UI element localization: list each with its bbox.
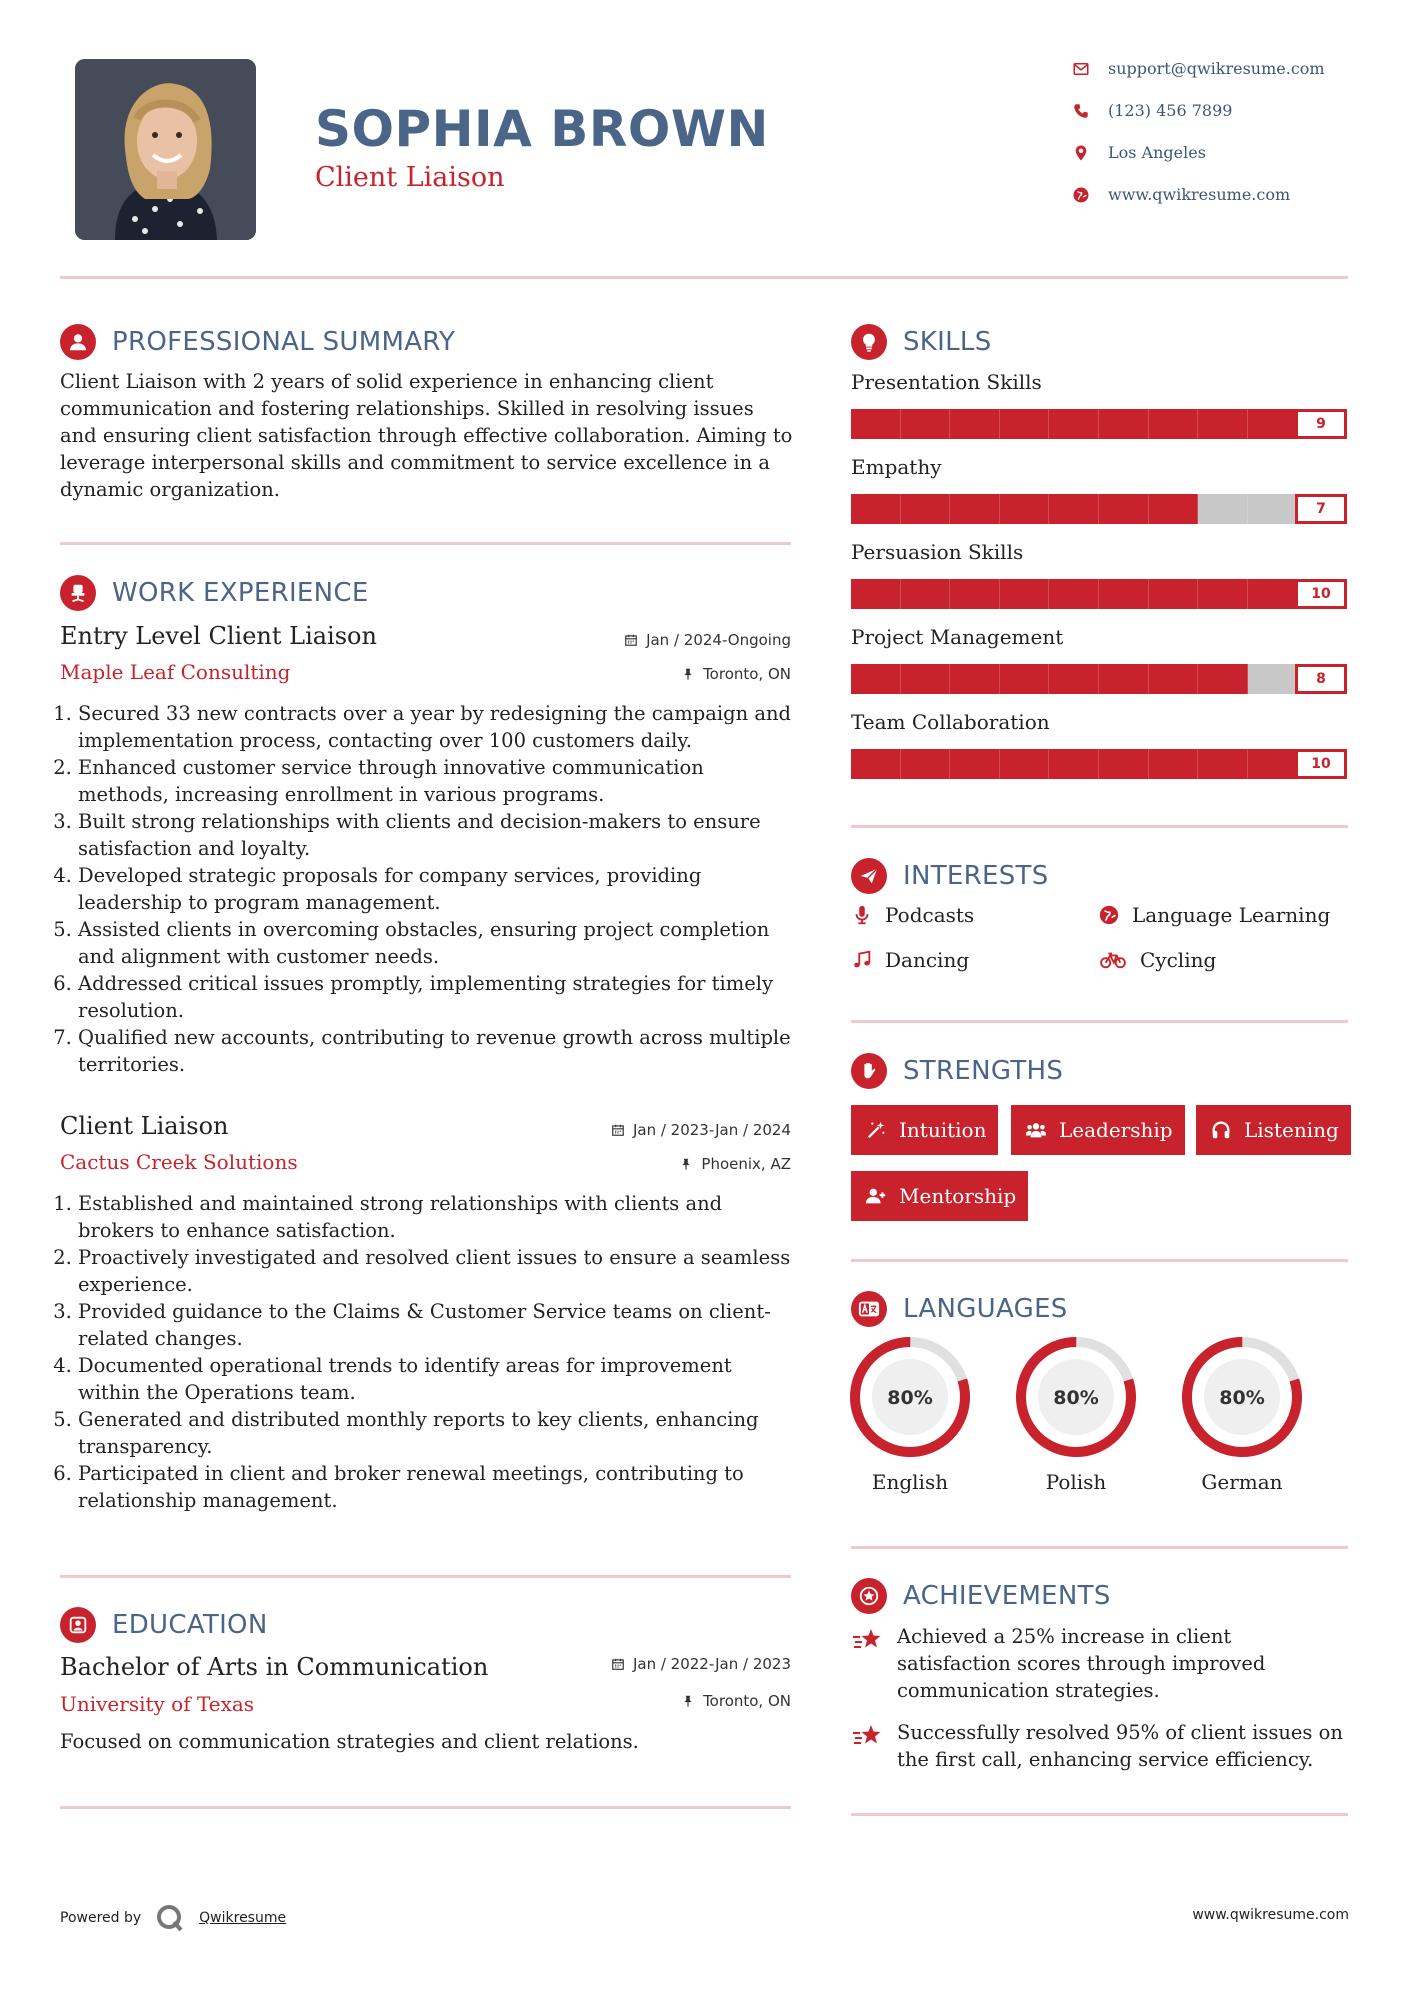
candidate-role: Client Liaison — [315, 162, 505, 193]
list-item: 2. Proactively investigated and resolved client issues to ensure a seamless experience. — [78, 1244, 800, 1298]
strength-label: Intuition — [899, 1118, 987, 1142]
footer-url[interactable]: www.qwikresume.com — [1192, 1907, 1349, 1923]
job-location-text: Toronto, ON — [703, 665, 791, 683]
globe-icon — [1072, 186, 1090, 204]
strength-chip — [1011, 1105, 1185, 1155]
summary-divider — [60, 542, 791, 545]
list-item: 4. Documented operational trends to identify areas for improvement within the Operations team. — [78, 1352, 800, 1406]
language-name: English — [871, 1470, 949, 1494]
education-heading — [60, 1607, 268, 1643]
languages-divider — [851, 1546, 1348, 1549]
powered-by-text: Powered by — [60, 1910, 142, 1926]
user-plus-icon — [865, 1185, 887, 1207]
strength-chip — [851, 1105, 998, 1155]
job-location-text: Phoenix, AZ — [701, 1155, 791, 1173]
website-text: www.qwikresume.com — [1108, 185, 1291, 204]
interests-heading — [851, 858, 1049, 894]
achievements-title: ACHIEVEMENTS — [903, 1581, 1111, 1611]
graduate-icon — [60, 1607, 96, 1643]
contact-website[interactable] — [1072, 185, 1290, 204]
skill-score-badge: 10 — [1295, 749, 1347, 779]
language-progress-ring — [849, 1336, 971, 1458]
skills-title: SKILLS — [903, 327, 992, 357]
microphone-icon — [851, 904, 873, 926]
strength-label: Mentorship — [899, 1184, 1017, 1208]
skill-score-badge: 9 — [1295, 409, 1347, 439]
list-item: 6. Participated in client and broker renewal meetings, contributing to relationship management. — [78, 1460, 800, 1514]
skill-bar — [851, 409, 1347, 439]
strengths-heading — [851, 1053, 1063, 1089]
email-text: support@qwikresume.com — [1108, 59, 1325, 78]
raised-fist-icon — [851, 1053, 887, 1089]
bicycle-icon — [1098, 949, 1128, 971]
skill-bar — [851, 664, 1347, 694]
job-date — [611, 1121, 791, 1139]
achievements-heading — [851, 1578, 1111, 1614]
education-title: EDUCATION — [112, 1610, 268, 1640]
star-badge-icon — [851, 1578, 887, 1614]
education-description: Focused on communication strategies and client relations. — [60, 1730, 639, 1753]
user-icon — [60, 324, 96, 360]
interests-divider — [851, 1020, 1348, 1023]
skill-label: Empathy — [851, 455, 942, 479]
map-pin-icon — [1072, 144, 1090, 162]
list-item: 1. Established and maintained strong relationships with clients and brokers to enhance satisfaction. — [78, 1190, 800, 1244]
globe-icon — [1098, 904, 1120, 926]
summary-title: PROFESSIONAL SUMMARY — [112, 327, 456, 357]
job-date-text: Jan / 2023-Jan / 2024 — [632, 1121, 791, 1139]
interest-item — [1098, 948, 1216, 972]
language-item — [1015, 1336, 1156, 1494]
pushpin-icon — [681, 1694, 695, 1708]
header-divider — [60, 276, 1348, 279]
list-item: 7. Qualified new accounts, contributing to revenue growth across multiple territories. — [78, 1024, 800, 1078]
pushpin-icon — [679, 1157, 693, 1171]
language-item — [849, 1336, 990, 1494]
achievement-text: Achieved a 25% increase in client satisfaction scores through improved communication strategies. — [897, 1625, 1266, 1702]
interest-item — [851, 948, 969, 972]
phone-text: (123) 456 7899 — [1108, 101, 1233, 120]
interest-label: Dancing — [885, 948, 970, 972]
calendar-icon — [611, 1657, 625, 1671]
skill-bar — [851, 749, 1347, 779]
language-percent: 80% — [887, 1387, 933, 1409]
list-item: 2. Enhanced customer service through innovative communication methods, increasing enrollment in various programs. — [78, 754, 800, 808]
strengths-title: STRENGTHS — [903, 1056, 1064, 1086]
list-item: 6. Addressed critical issues promptly, implementing strategies for timely resolution. — [78, 970, 800, 1024]
list-item: 3. Provided guidance to the Claims & Customer Service teams on client-related changes. — [78, 1298, 800, 1352]
interest-item — [851, 903, 974, 927]
list-item: 4. Developed strategic proposals for company services, providing leadership to program management. — [78, 862, 800, 916]
job-location — [679, 1155, 791, 1173]
education-school: University of Texas — [60, 1692, 255, 1716]
language-name: Polish — [1045, 1470, 1107, 1494]
achievement-text: Successfully resolved 95% of client issues on the first call, enhancing service efficiency. — [897, 1721, 1343, 1771]
job-title: Entry Level Client Liaison — [60, 622, 377, 650]
contact-location — [1072, 143, 1206, 162]
paper-plane-icon — [851, 858, 887, 894]
strength-label: Leadership — [1059, 1118, 1173, 1142]
education-divider — [60, 1806, 791, 1809]
language-name: German — [1201, 1470, 1283, 1494]
skill-label: Project Management — [851, 625, 1064, 649]
skill-label: Presentation Skills — [851, 370, 1042, 394]
education-location — [681, 1692, 791, 1710]
magic-wand-icon — [865, 1119, 887, 1141]
strengths-divider — [851, 1259, 1348, 1262]
shooting-star-icon — [851, 1625, 885, 1655]
strength-label: Listening — [1244, 1118, 1339, 1142]
footer-powered-by — [60, 1903, 286, 1933]
job-location — [681, 665, 791, 683]
pushpin-icon — [681, 667, 695, 681]
skill-score-badge: 10 — [1295, 579, 1347, 609]
interest-label: Language Learning — [1132, 903, 1331, 927]
office-chair-icon — [60, 575, 96, 611]
job-company: Cactus Creek Solutions — [60, 1150, 298, 1174]
experience-title: WORK EXPERIENCE — [112, 578, 369, 608]
achievement-item — [851, 1719, 1348, 1773]
lightbulb-icon — [851, 324, 887, 360]
list-item: 1. Secured 33 new contracts over a year by redesigning the campaign and implementation process, contacting over 100 customers daily. — [78, 700, 800, 754]
summary-heading — [60, 324, 455, 360]
users-icon — [1025, 1119, 1047, 1141]
education-location-text: Toronto, ON — [703, 1692, 791, 1710]
brand-link[interactable]: Qwikresume — [199, 1910, 287, 1926]
achievement-item — [851, 1623, 1348, 1704]
location-text: Los Angeles — [1108, 143, 1206, 162]
phone-icon — [1072, 102, 1090, 120]
education-degree: Bachelor of Arts in Communication — [60, 1653, 489, 1681]
list-item: 5. Assisted clients in overcoming obstacles, ensuring project completion and alignment with customer needs. — [78, 916, 800, 970]
job-date — [624, 631, 791, 649]
strength-chip — [1196, 1105, 1351, 1155]
candidate-name: SOPHIA BROWN — [315, 100, 769, 158]
education-date-text: Jan / 2022-Jan / 2023 — [632, 1655, 791, 1673]
experience-heading — [60, 575, 369, 611]
job-responsibilities — [60, 700, 800, 1078]
skill-score-badge: 7 — [1295, 494, 1347, 524]
language-item — [1181, 1336, 1322, 1494]
skill-bar — [851, 579, 1347, 609]
interest-label: Podcasts — [885, 903, 975, 927]
strength-chip — [851, 1171, 1028, 1221]
achievements-divider — [851, 1813, 1348, 1816]
headphones-icon — [1210, 1119, 1232, 1141]
contact-phone[interactable] — [1072, 101, 1232, 120]
contact-email[interactable] — [1072, 59, 1325, 78]
list-item: 5. Generated and distributed monthly reports to key clients, enhancing transparency. — [78, 1406, 800, 1460]
qwikresume-logo-icon — [155, 1903, 185, 1933]
envelope-icon — [1072, 60, 1090, 78]
language-percent: 80% — [1219, 1387, 1265, 1409]
language-percent: 80% — [1053, 1387, 1099, 1409]
job-title: Client Liaison — [60, 1112, 229, 1140]
language-progress-ring — [1181, 1336, 1303, 1458]
languages-title: LANGUAGES — [903, 1294, 1068, 1324]
skill-score-badge: 8 — [1295, 664, 1347, 694]
interest-label: Cycling — [1140, 948, 1217, 972]
interests-title: INTERESTS — [903, 861, 1049, 891]
job-date-text: Jan / 2024-Ongoing — [646, 631, 791, 649]
skill-label: Team Collaboration — [851, 710, 1050, 734]
job-company: Maple Leaf Consulting — [60, 660, 291, 684]
job-responsibilities — [60, 1190, 800, 1514]
list-item: 3. Built strong relationships with clients and decision-makers to ensure satisfaction and loyalty. — [78, 808, 800, 862]
calendar-icon — [624, 633, 638, 647]
education-date — [611, 1655, 791, 1673]
calendar-icon — [611, 1123, 625, 1137]
languages-heading — [851, 1291, 1068, 1327]
skills-heading — [851, 324, 992, 360]
shooting-star-icon — [851, 1721, 885, 1751]
music-note-icon — [851, 949, 873, 971]
skill-label: Persuasion Skills — [851, 540, 1024, 564]
summary-text: Client Liaison with 2 years of solid experience in enhancing client communication and fostering relationships. Skilled in resolving issues and ensuring client satisfaction through effective collaboration. Aiming to leverage interpersonal skills and commitment to service excellence in a dynamic organization. — [60, 370, 793, 501]
translate-icon — [851, 1291, 887, 1327]
interest-item — [1098, 903, 1330, 927]
language-progress-ring — [1015, 1336, 1137, 1458]
skills-divider — [851, 825, 1348, 828]
skill-bar — [851, 494, 1347, 524]
profile-photo — [75, 59, 256, 240]
experience-divider — [60, 1575, 791, 1578]
